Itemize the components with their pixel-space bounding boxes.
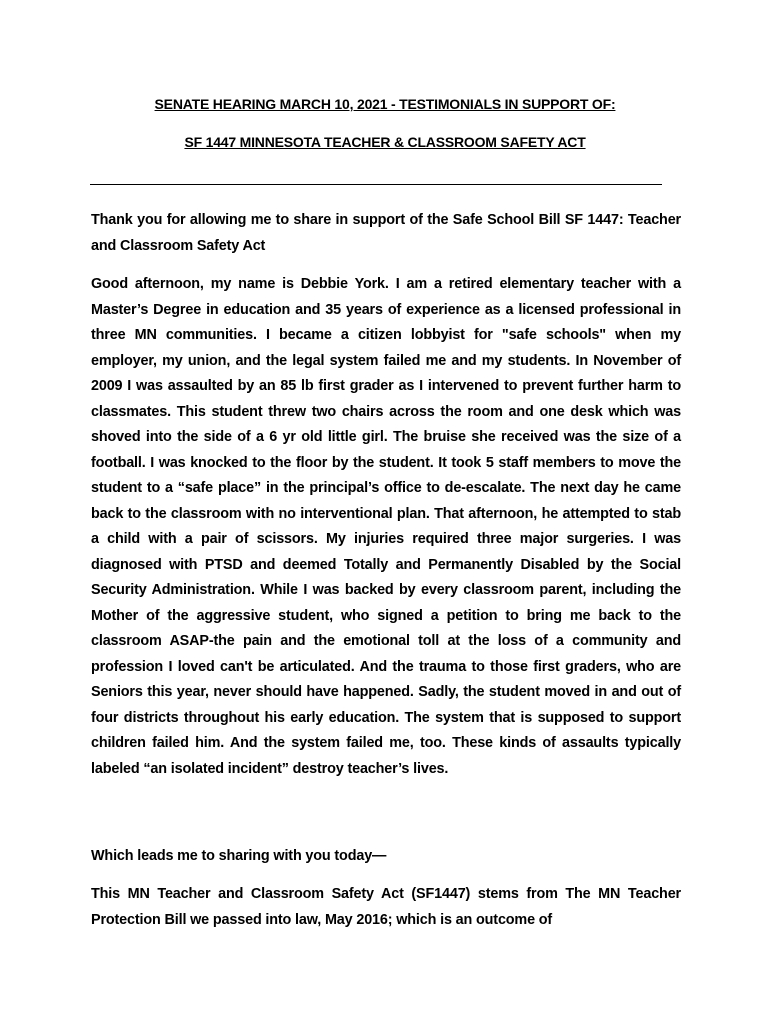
document-subtitle: SF 1447 MINNESOTA TEACHER & CLASSROOM SAFETY ACT xyxy=(184,134,586,150)
horizontal-divider xyxy=(90,184,662,185)
document-title: SENATE HEARING MARCH 10, 2021 - TESTIMONIALS IN SUPPORT OF: xyxy=(154,96,616,112)
paragraph-intro: Thank you for allowing me to share in support of the Safe School Bill SF 1447: Teacher and Classroom Safety Act xyxy=(91,212,681,254)
paragraph-testimony: Good afternoon, my name is Debbie York. I am a retired elementary teacher with a Master’s Degree in education and 35 years of experience as a licensed professional in three MN communities. I became a citizen lobbyist for "safe schools" when my employer, my union, and the legal system failed me and my students. In November of 2009 I was assaulted by an 85 lb first grader as I intervened to prevent further harm to classmates. This student threw two chairs across the room and one desk which was shoved into the side of a 6 yr old little girl. The bruise she received was the size of a football. I was knocked to the floor by the student. It took 5 staff members to move the student to a “safe place” in the principal’s office to de-escalate. The next day he came back to the classroom with no interventional plan. That afternoon, he attempted to stab a child with a pair of scissors. My injuries required three major surgeries. I was diagnosed with PTSD and deemed Totally and Permanently Disabled by the Social Security Administration. While I was backed by every classroom parent, including the Mother of the aggressive student, who signed a petition to bring me back to the classroom ASAP-the pain and the emotional toll at the loss of a community and profession I loved can't be articulated. And the trauma to those first graders, who are Seniors this year, never should have happened. Sadly, the student moved in and out of four districts throughout his early education. The system that is supposed to support children failed him. And the system failed me, too. These kinds of assaults typically labeled “an isolated incident” destroy teacher’s lives. xyxy=(91,276,681,777)
paragraph-transition: Which leads me to sharing with you today— xyxy=(91,848,387,864)
paragraph-act-origin: This MN Teacher and Classroom Safety Act (SF1447) stems from The MN Teacher Protection Bill we passed into law, May 2016; which is an outcome of xyxy=(91,886,681,928)
